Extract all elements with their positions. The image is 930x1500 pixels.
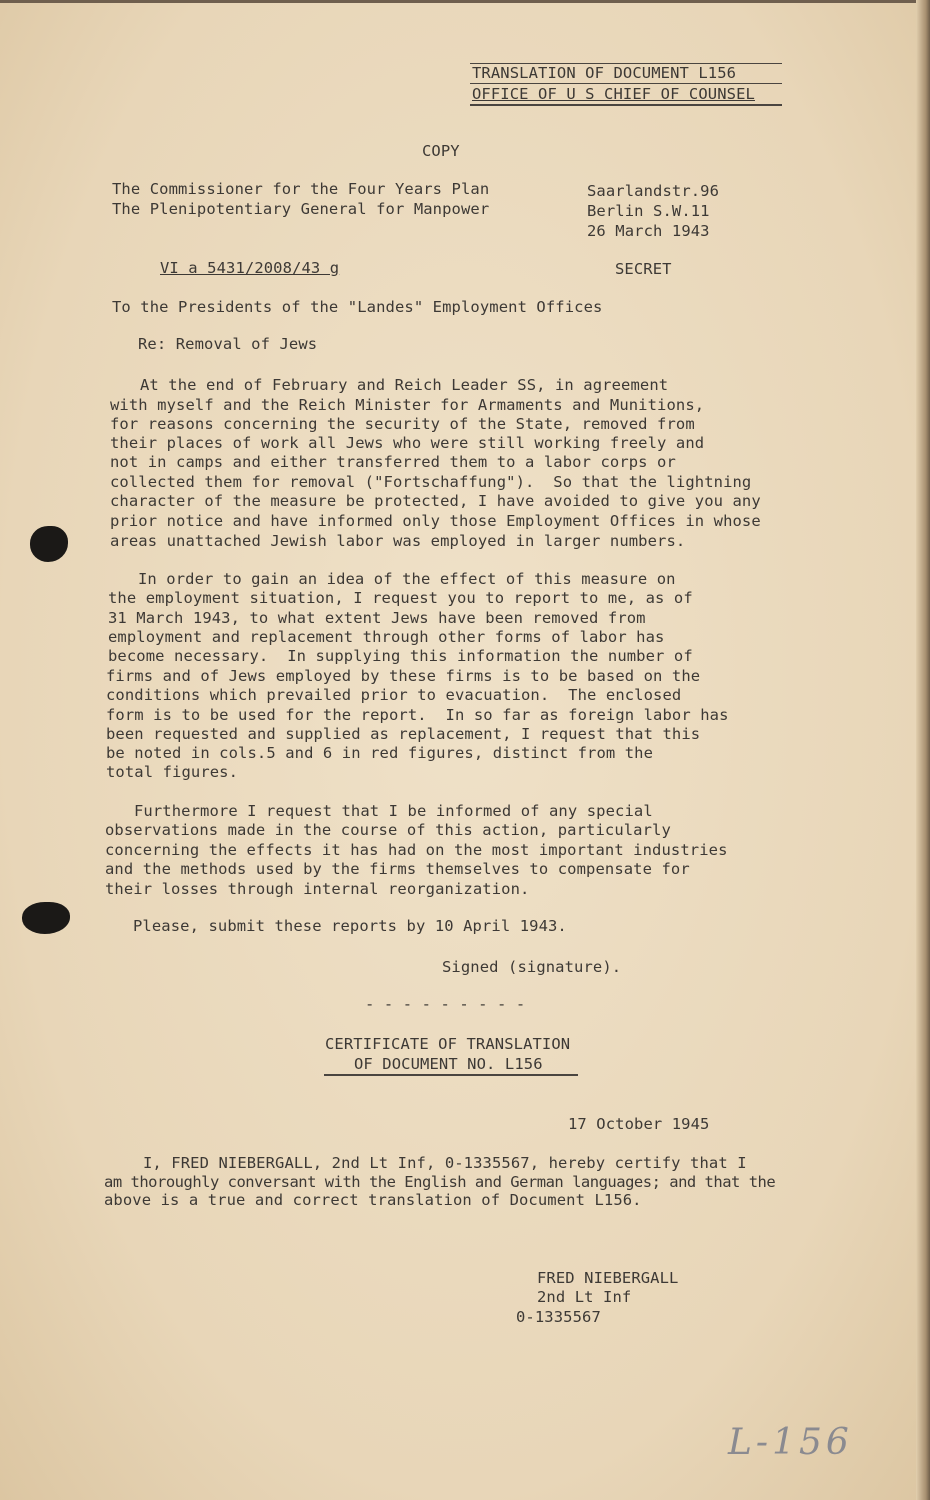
certificate-line-1: I, FRED NIEBERGALL, 2nd Lt Inf, 0-1335567, hereby certify that I (143, 1154, 747, 1172)
certificate-title-2: OF DOCUMENT NO. L156 (354, 1055, 543, 1073)
p3-line-5: their losses through internal reorganization. (105, 880, 530, 898)
subject: Re: Removal of Jews (138, 335, 318, 353)
certificate-title-1: CERTIFICATE OF TRANSLATION (325, 1035, 571, 1053)
header-line-1: TRANSLATION OF DOCUMENT L156 (472, 64, 737, 82)
p4-line: Please, submit these reports by 10 April 1943. (133, 917, 567, 935)
p1-line-2: with myself and the Reich Minister for Armaments and Munitions, (110, 396, 705, 414)
reference-number: VI a 5431/2008/43 g (160, 259, 340, 277)
p1-line-3: for reasons concerning the security of the State, removed from (110, 415, 695, 433)
certificate-title-rule (324, 1074, 578, 1076)
address-street: Saarlandstr.96 (587, 182, 720, 200)
address-date: 26 March 1943 (587, 222, 710, 240)
p3-line-1: Furthermore I request that I be informed of any special (134, 802, 653, 820)
signer-name: FRED NIEBERGALL (537, 1269, 679, 1287)
p2-line-1: In order to gain an idea of the effect of this measure on (138, 570, 676, 588)
p2-line-6: firms and of Jews employed by these firms is to be based on the (106, 667, 701, 685)
copy-label: COPY (422, 142, 460, 160)
p1-line-5: not in camps and either transferred them to a labor corps or (110, 453, 676, 471)
signer-rank: 2nd Lt Inf (537, 1288, 632, 1306)
certificate-date: 17 October 1945 (568, 1115, 710, 1133)
p2-line-4: employment and replacement through other forms of labor has (108, 628, 665, 646)
p2-line-2: the employment situation, I request you to report to me, as of (108, 589, 693, 607)
p3-line-4: and the methods used by the firms themselves to compensate for (105, 860, 690, 878)
certificate-line-2: am thoroughly conversant with the English and German languages; and that the (104, 1173, 776, 1191)
separator: - - - - - - - - - (365, 995, 526, 1013)
p3-line-3: concerning the effects it has had on the most important industries (105, 841, 728, 859)
p1-line-1: At the end of February and Reich Leader SS, in agreement (140, 376, 669, 394)
signer-serial: 0-1335567 (516, 1308, 601, 1326)
p1-line-8: prior notice and have informed only those Employment Offices in whose (110, 512, 761, 530)
page-top-edge (0, 0, 930, 3)
address-city: Berlin S.W.11 (587, 202, 710, 220)
handwritten-document-mark: L-156 (728, 1422, 853, 1463)
recipient: To the Presidents of the "Landes" Employment Offices (112, 298, 603, 316)
header-rule-mid (470, 83, 782, 84)
sender-line-2: The Plenipotentiary General for Manpower (112, 200, 490, 218)
header-line-2: OFFICE OF U S CHIEF OF COUNSEL (472, 85, 755, 103)
page-right-edge (916, 0, 930, 1500)
p2-line-7: conditions which prevailed prior to evacuation. The enclosed (106, 686, 682, 704)
p1-line-9: areas unattached Jewish labor was employed in larger numbers. (110, 532, 686, 550)
p2-line-11: total figures. (106, 763, 239, 781)
signed-note: Signed (signature). (442, 958, 622, 976)
classification: SECRET (615, 260, 672, 278)
p1-line-6: collected them for removal ("Fortschaffung"). So that the lightning (110, 473, 752, 491)
header-rule-top (470, 63, 782, 64)
p1-line-7: character of the measure be protected, I have avoided to give you any (110, 492, 761, 510)
p2-line-3: 31 March 1943, to what extent Jews have been removed from (108, 609, 646, 627)
p2-line-9: been requested and supplied as replacement, I request that this (106, 725, 701, 743)
p3-line-2: observations made in the course of this action, particularly (105, 821, 671, 839)
p1-line-4: their places of work all Jews who were still working freely and (110, 434, 705, 452)
p2-line-5: become necessary. In supplying this information the number of (108, 647, 693, 665)
p2-line-8: form is to be used for the report. In so far as foreign labor has (106, 706, 729, 724)
header-rule-bottom (470, 104, 782, 106)
certificate-line-3: above is a true and correct translation of Document L156. (104, 1191, 642, 1209)
p2-line-10: be noted in cols.5 and 6 in red figures, distinct from the (106, 744, 654, 762)
sender-line-1: The Commissioner for the Four Years Plan (112, 180, 490, 198)
